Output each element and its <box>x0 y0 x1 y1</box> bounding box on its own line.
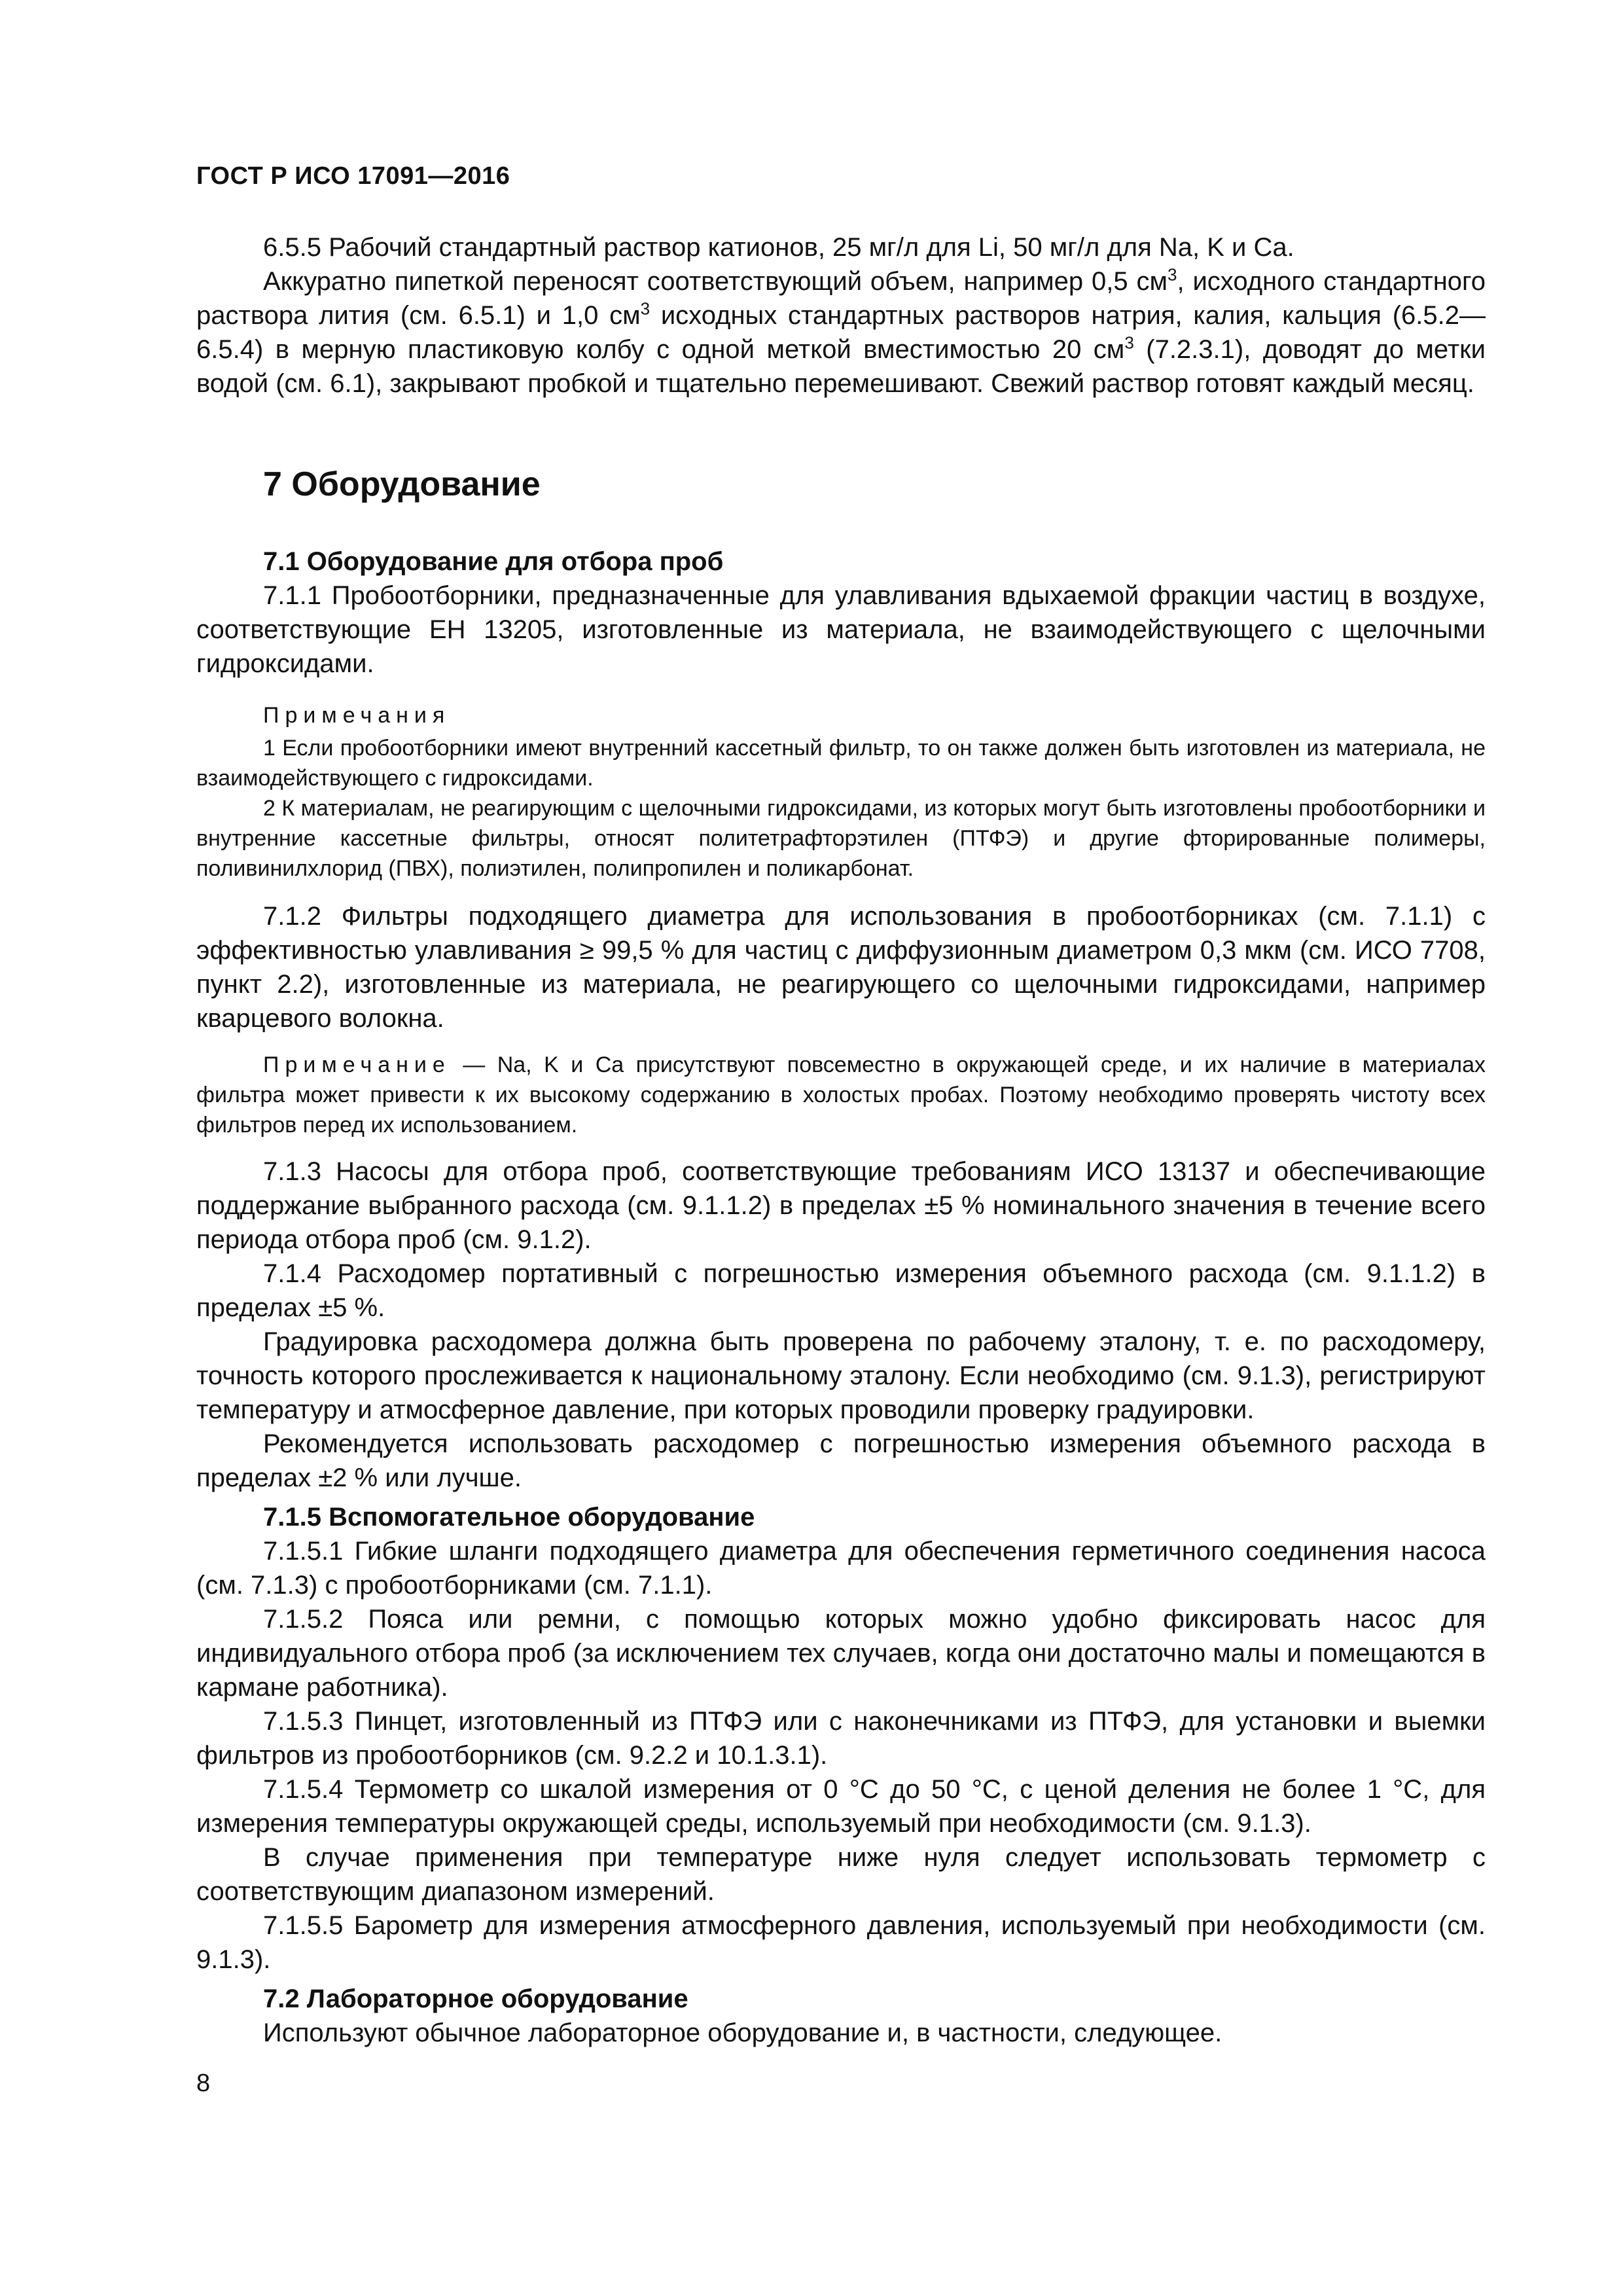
section-7-2-title: 7.2 Лабораторное оборудование <box>263 1984 688 2013</box>
note-7-1-2 <box>196 1050 1486 1140</box>
superscript: 3 <box>1167 264 1177 285</box>
document-body <box>196 230 1486 2050</box>
page-number: 8 <box>196 2070 211 2097</box>
paragraph-7-1-5-3: 7.1.5.3 Пинцет, изготовленный из ПТФЭ или с наконечниками из ПТФЭ, для установки и выемки фильтров из пробоотборников (см. 9.2.2 и 10.1.3.1). <box>196 1707 1486 1770</box>
note-label: Примечание <box>263 1052 451 1077</box>
paragraph-6-5-5: 6.5.5 Рабочий стандартный раствор катионов, 25 мг/л для Li, 50 мг/л для Na, K и Ca. <box>263 233 1294 262</box>
paragraph-7-1-4-recommendation: Рекомендуется использовать расходомер с погрешностью измерения объемного расхода в пределах ±2 % или лучше. <box>196 1429 1486 1492</box>
section-7-1-5-title: 7.1.5 Вспомогательное оборудование <box>263 1503 755 1532</box>
note-1: 1 Если пробоотборники имеют внутренний кассетный фильтр, то он также должен быть изготовлен из материала, не взаимодействующего с гидроксидами. <box>196 736 1486 791</box>
document-id-header: ГОСТ Р ИСО 17091—2016 <box>196 162 510 190</box>
text-fragment: исходных стандартных растворов натрия, калия, кальция (6.5.2—6.5.4) в мерную пластиковую колбу с одной меткой вместимостью 20 см <box>196 301 1486 364</box>
note-text: — Na, K и Ca присутствуют повсеместно в окружающей среде, и их наличие в материалах фильтра может привести к их высокому содержанию в холостых пробах. Поэтому необходимо проверять чистоту всех фильтров перед их использованием. <box>196 1052 1486 1138</box>
section-7-title: 7 Оборудование <box>263 465 541 503</box>
text-fragment: Аккуратно пипеткой переносят соответствующий объем, например 0,5 см <box>263 267 1168 296</box>
paragraph-7-1-5-4: 7.1.5.4 Термометр со шкалой измерения от 0 °C до 50 °C, с ценой деления не более 1 °C, для измерения температуры окружающей среды, используемый при необходимости (см. 9.1.3). <box>196 1775 1486 1838</box>
notes-block <box>196 700 1486 884</box>
section-7-1-title: 7.1 Оборудование для отбора проб <box>263 547 724 576</box>
text-fragment: (7.2.3.1), доводят до метки водой (см. 6.1), закрывают пробкой и тщательно перемешивают. Свежий раствор готовят каждый месяц. <box>196 335 1486 398</box>
paragraph-7-1-2: 7.1.2 Фильтры подходящего диаметра для использования в пробоотборниках (см. 7.1.1) с эффективностью улавливания ≥ 99,5 % для частиц с диффузионным диаметром 0,3 мкм (см. ИСО 7708, пункт 2.2), изготовленные из материала, не реагирующего со щелочными гидроксидами, например кварцевого волокна. <box>196 902 1486 1033</box>
superscript: 3 <box>640 298 651 319</box>
paragraph-7-1-5-5: 7.1.5.5 Барометр для измерения атмосферного давления, используемый при необходимости (см. 9.1.3). <box>196 1911 1486 1974</box>
paragraph-6-5-5-text <box>196 264 1486 401</box>
paragraph-7-1-4: 7.1.4 Расходомер портативный с погрешностью измерения объемного расхода (см. 9.1.1.2) в пределах ±5 %. <box>196 1259 1486 1322</box>
notes-heading: Примечания <box>263 703 451 728</box>
paragraph-7-1-5-2: 7.1.5.2 Пояса или ремни, с помощью которых можно удобно фиксировать насос для индивидуального отбора проб (за исключением тех случаев, когда они достаточно малы и помещаются в кармане работника). <box>196 1605 1486 1702</box>
note-2: 2 К материалам, не реагирующим с щелочными гидроксидами, из которых могут быть изготовлены пробоотборники и внутренние кассетные фильтры, относят политетрафторэтилен (ПТФЭ) и другие фторированные полимеры, поливинилхлорид (ПВХ), полиэтилен, полипропилен и поликарбонат. <box>196 796 1486 881</box>
paragraph-7-1-4-calibration: Градуировка расходомера должна быть проверена по рабочему эталону, т. е. по расходомеру, точность которого прослеживается к национальному эталону. Если необходимо (см. 9.1.3), регистрируют температуру и атмосферное давление, при которых проводили проверку градуировки. <box>196 1327 1486 1424</box>
paragraph-7-1-5-1: 7.1.5.1 Гибкие шланги подходящего диаметра для обеспечения герметичного соединения насоса (см. 7.1.3) с пробоотборниками (см. 7.1.1). <box>196 1537 1486 1600</box>
paragraph-7-1-1: 7.1.1 Пробоотборники, предназначенные для улавливания вдыхаемой фракции частиц в воздухе, соответствующие ЕН 13205, изготовленные из материала, не взаимодействующего с щелочными гидроксидами. <box>196 581 1486 678</box>
text-fragment: , исходного стандартного раствора лития (см. 6.5.1) и 1,0 см <box>196 267 1486 330</box>
superscript: 3 <box>1124 332 1134 353</box>
paragraph-7-1-5-4-note: В случае применения при температуре ниже нуля следует использовать термометр с соответствующим диапазоном измерений. <box>196 1843 1486 1906</box>
paragraph-7-2: Используют обычное лабораторное оборудование и, в частности, следующее. <box>263 2018 1222 2047</box>
paragraph-7-1-3: 7.1.3 Насосы для отбора проб, соответствующие требованиям ИСО 13137 и обеспечивающие поддержание выбранного расхода (см. 9.1.1.2) в пределах ±5 % номинального значения в течение всего периода отбора проб (см. 9.1.2). <box>196 1157 1486 1254</box>
